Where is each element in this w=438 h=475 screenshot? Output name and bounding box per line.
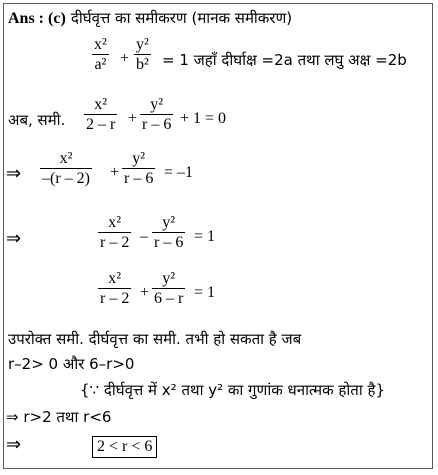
ab-fraction-x — [84, 96, 117, 135]
implies-arrow: ⇒ — [6, 434, 22, 455]
l4-rhs: = 1 — [194, 228, 216, 245]
l5-fraction-x — [98, 270, 131, 309]
condition-line: r–2> 0 और 6–r>0 — [8, 355, 135, 373]
header-title: दीर्घवृत्त का समीकरण (मानक समीकरण) — [70, 9, 293, 27]
implies-arrow: ⇒ — [6, 163, 22, 184]
ans-label: Ans : (c) — [8, 10, 66, 27]
ab-prefix: अब, समी. — [8, 111, 66, 129]
l5-x-den: r – 2 — [100, 290, 130, 307]
l3-x-den: –(r – 2) — [42, 170, 90, 187]
l3-y-den: r – 6 — [124, 170, 154, 187]
upokt-line: उपरोक्त समी. दीर्घवृत्त का समी. तभी हो सकता है जब — [8, 330, 302, 348]
std-fraction-x — [92, 36, 109, 75]
l5-x-num: x² — [108, 270, 122, 287]
since-line: {∵ दीर्घवृत्त में x² तथा y² का गुणांक धनात्मक होता है} — [80, 381, 385, 399]
ab-y-num: y² — [150, 96, 164, 113]
std-plus: + — [120, 50, 130, 67]
l4-minus: – — [140, 228, 148, 245]
implies-range-line: ⇒ r>2 तथा r<6 — [6, 408, 112, 426]
l3-rhs: = –1 — [164, 164, 194, 181]
l4-x-den: r – 2 — [100, 234, 130, 251]
l4-y-den: r – 6 — [154, 234, 184, 251]
ab-y-den: r – 6 — [142, 116, 172, 133]
ab-rhs: + 1 = 0 — [180, 110, 227, 127]
l5-fraction-y — [152, 270, 185, 309]
std-x-den: a² — [94, 56, 107, 73]
l5-y-num: y² — [162, 270, 176, 287]
l5-rhs: = 1 — [194, 284, 216, 301]
ab-x-den: 2 – r — [86, 116, 116, 133]
l3-plus: + — [110, 164, 120, 181]
ab-x-num: x² — [94, 96, 108, 113]
l4-fraction-x — [98, 214, 131, 253]
std-rhs: = 1 जहाँ दीर्घाक्ष =2a तथा लघु अक्ष =2b — [162, 51, 407, 69]
l3-y-num: y² — [132, 150, 146, 167]
l4-x-num: x² — [108, 214, 122, 231]
l5-plus: + — [140, 284, 150, 301]
std-x-num: x² — [94, 36, 107, 53]
std-y-num: y² — [136, 36, 149, 53]
l4-fraction-y — [152, 214, 185, 253]
l3-fraction-y — [122, 150, 155, 189]
l3-x-num: x² — [59, 150, 73, 167]
l3-fraction-x — [40, 150, 92, 189]
l5-y-den: 6 – r — [154, 290, 184, 307]
std-fraction-y — [134, 36, 151, 75]
answer-header — [8, 8, 292, 28]
ab-plus: + — [128, 110, 138, 127]
l4-y-num: y² — [162, 214, 176, 231]
std-y-den: b² — [136, 56, 149, 73]
ab-fraction-y — [140, 96, 173, 135]
implies-arrow: ⇒ — [6, 228, 22, 249]
final-answer-box: 2 < r < 6 — [92, 436, 157, 458]
